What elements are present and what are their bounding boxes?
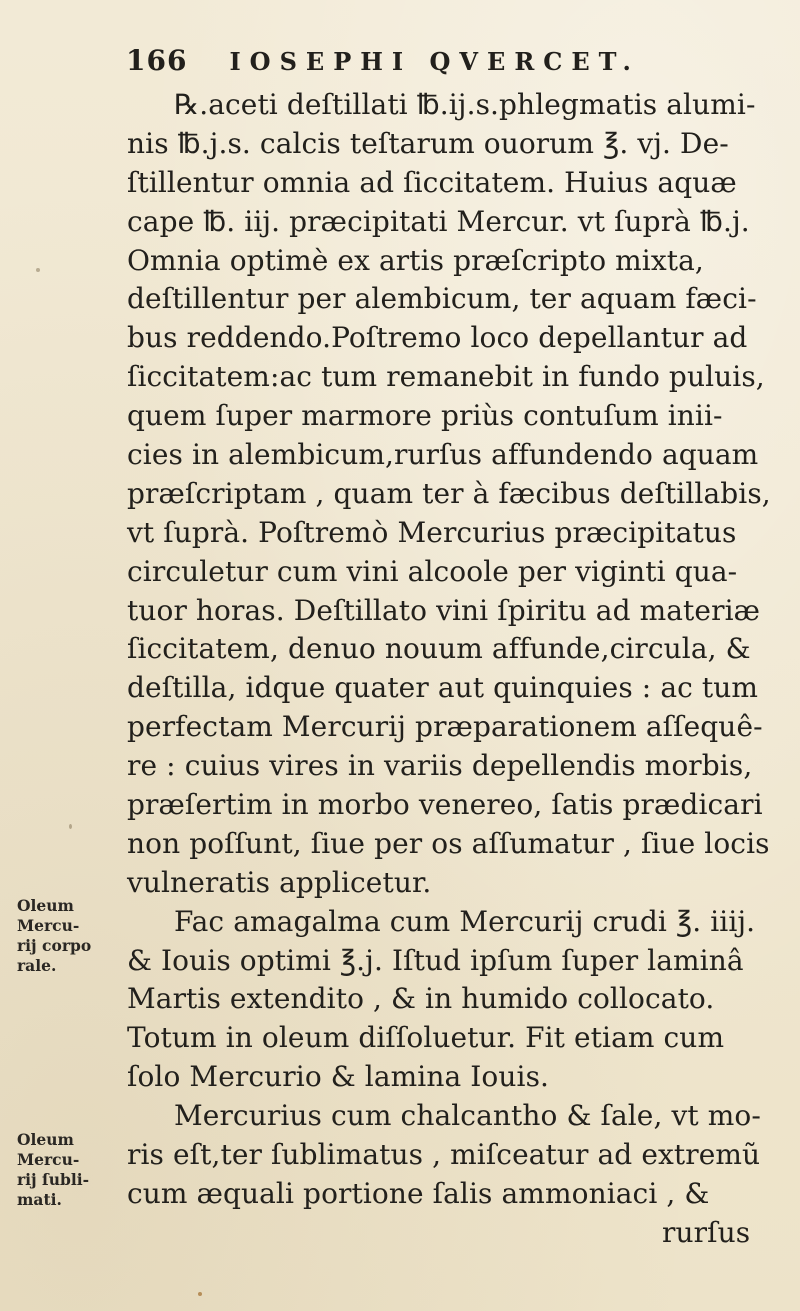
text-line: ſtillentur omnia ad ſiccitatem. Huius aquæ — [127, 165, 737, 199]
text-line: nis ℔.j.s. calcis teſtarum ouorum ℥. vj. De- — [127, 126, 729, 160]
margin-note-line: Oleum — [17, 896, 74, 915]
text-line: circuletur cum vini alcoole per viginti qua- — [127, 554, 738, 588]
page-number: 166 — [126, 44, 188, 77]
margin-note-line: Mercu- — [17, 916, 80, 935]
text-line: ſiccitatem:ac tum remanebit in fundo puluis, — [127, 360, 765, 394]
text-line: cape ℔. iij. præcipitati Mercur. vt ſuprà ℔.j. — [127, 204, 750, 238]
margin-note-line: rij corpo — [17, 936, 92, 955]
text-line: Mercurius cum chalcantho & ſale, vt mo- — [174, 1099, 761, 1133]
margin-note-line: rale. — [17, 956, 57, 975]
margin-note-oleum-mercurii-sublimati — [17, 1130, 109, 1210]
text-line: deſtilla, idque quater aut quinquies : ac tum — [127, 671, 759, 705]
text-line: non poſſunt, ſiue per os aſſumatur , ſiue locis — [127, 826, 770, 860]
text-line: cum æquali portione ſalis ammoniaci , & — [127, 1176, 710, 1210]
text-line: ℞.aceti deſtillati ℔.ij.s.phlegmatis alumi- — [174, 88, 756, 121]
margin-note-oleum-mercurii-corporale — [17, 896, 109, 976]
text-line: quem ſuper marmore priùs contuſum inii- — [127, 399, 723, 433]
text-line: cies in alembicum,rurſus affundendo aquam — [127, 438, 759, 472]
text-line: præſcriptam , quam ter à fæcibus deſtillabis, — [127, 476, 771, 510]
margin-note-line: rij ſubli- — [17, 1170, 90, 1189]
text-line: & Iouis optimi ℥.j. Iſtud ipſum ſuper laminâ — [127, 943, 744, 977]
text-line: deſtillentur per alembicum, ter aquam fæci- — [127, 282, 757, 316]
paper-speck — [69, 824, 72, 829]
text-line: vulneratis applicetur. — [127, 865, 432, 899]
text-line: Fac amagalma cum Mercurij crudi ℥. iiij. — [174, 904, 756, 938]
text-line: ſolo Mercurio & lamina Iouis. — [127, 1060, 550, 1094]
margin-note-line: mati. — [17, 1190, 62, 1209]
text-line: Totum in oleum diſſoluetur. Fit etiam cum — [127, 1021, 725, 1055]
text-line: bus reddendo.Poſtremo loco depellantur ad — [127, 321, 748, 355]
text-line: ris eſt,ter ſublimatus , miſceatur ad extremũ — [127, 1138, 761, 1172]
text-line: ſiccitatem, denuo nouum affunde,circula, & — [127, 632, 751, 666]
running-head: IOSEPHI QVERCET. — [229, 47, 640, 76]
text-line: vt ſuprà. Poſtremò Mercurius præcipitatus — [127, 515, 737, 549]
paper-speck — [36, 268, 40, 272]
margin-note-line: Oleum — [17, 1130, 74, 1149]
margin-note-line: Mercu- — [17, 1150, 80, 1169]
page-header — [126, 44, 686, 84]
text-line: re : cuius vires in variis depellendis morbis, — [127, 749, 753, 783]
text-line: rurſus — [662, 1215, 751, 1249]
text-line: Omnia optimè ex artis præſcripto mixta, — [127, 243, 704, 277]
text-line: tuor horas. Deſtillato vini ſpiritu ad materiæ — [127, 593, 761, 627]
paper-speck — [198, 1292, 202, 1296]
text-line: perfectam Mercurij præparationem aſſequê- — [127, 710, 763, 744]
main-text-block — [127, 86, 771, 1253]
text-line: Martis extendito , & in humido collocato. — [127, 982, 715, 1016]
text-line: præſertim in morbo venereo, ſatis prædicari — [127, 788, 763, 822]
